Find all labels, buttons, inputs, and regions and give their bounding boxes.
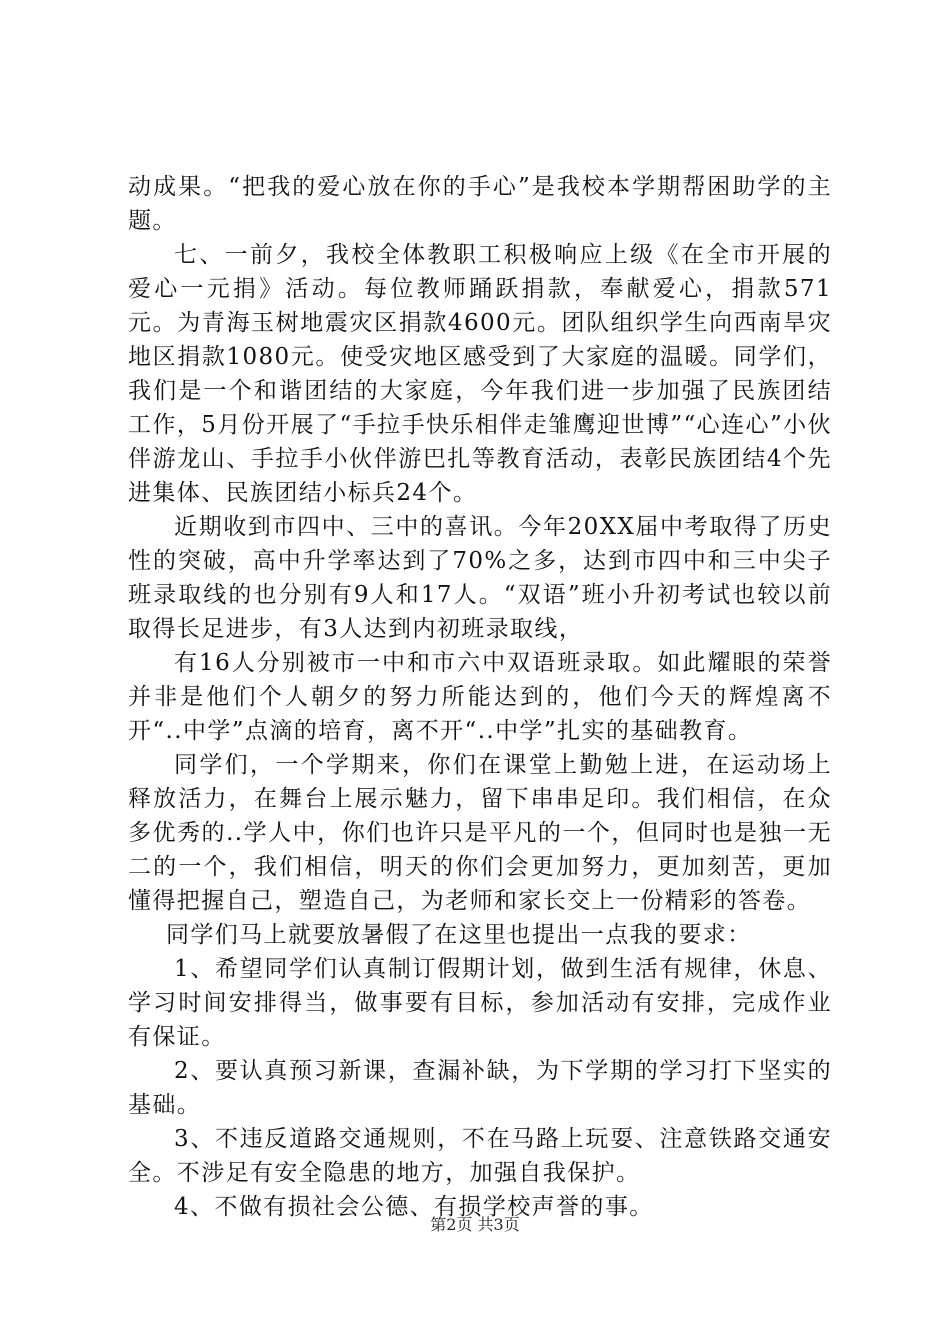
- paragraph: 近期收到市四中、三中的喜讯。今年20XX届中考取得了历史性的突破，高中升学率达到了70%之多，达到市四中和三中尖子班录取线的也分别有9人和17人。“双语”班小升初考试也较以前取得长足进步，有3人达到内初班录取线，: [128, 514, 832, 642]
- page-number-footer: 第2页 共3页: [430, 1215, 520, 1234]
- list-item: 4、不做有损社会公德、有损学校声誉的事。: [174, 1194, 654, 1220]
- paragraph: 动成果。“把我的爱心放在你的手心”是我校本学期帮困助学的主题。: [128, 174, 832, 234]
- paragraph: 有16人分别被市一中和市六中双语班录取。如此耀眼的荣誉并非是他们个人朝夕的努力所能达到的，他们今天的辉煌离不开“..中学”点滴的培育，离不开“..中学”扎实的基础教育。: [128, 650, 832, 744]
- paragraph: 七、一前夕，我校全体教职工积极响应上级《在全市开展的爱心一元捐》活动。每位教师踊跃捐款，奉献爱心，捐款571元。为青海玉树地震灾区捐款4600元。团队组织学生向西南旱灾地区捐款1080元。使受灾地区感受到了大家庭的温暖。同学们，我们是一个和谐团结的大家庭，今年我们进一步加强了民族团结工作，5月份开展了“手拉手快乐相伴走雏鹰迎世博”“心连心”小伙伴游龙山、手拉手小伙伴游巴扎等教育活动，表彰民族团结4个先进集体、民族团结小标兵24个。: [128, 242, 832, 506]
- document-body: [128, 170, 832, 1224]
- paragraph: 同学们马上就要放暑假了在这里也提出一点我的要求：: [166, 922, 752, 948]
- list-item: 3、不违反道路交通规则，不在马路上玩耍、注意铁路交通安全。不涉足有安全隐患的地方，加强自我保护。: [128, 1126, 832, 1186]
- list-item: 2、要认真预习新课，查漏补缺，为下学期的学习打下坚实的基础。: [128, 1058, 832, 1118]
- paragraph: 同学们，一个学期来，你们在课堂上勤勉上进，在运动场上释放活力，在舞台上展示魅力，留下串串足印。我们相信，在众多优秀的..学人中，你们也许只是平凡的一个，但同时也是独一无二的一个，我们相信，明天的你们会更加努力，更加刻苦，更加懂得把握自己，塑造自己，为老师和家长交上一份精彩的答卷。: [128, 752, 832, 914]
- list-item: 1、希望同学们认真制订假期计划，做到生活有规律，休息、学习时间安排得当，做事要有目标，参加活动有安排，完成作业有保证。: [128, 956, 832, 1050]
